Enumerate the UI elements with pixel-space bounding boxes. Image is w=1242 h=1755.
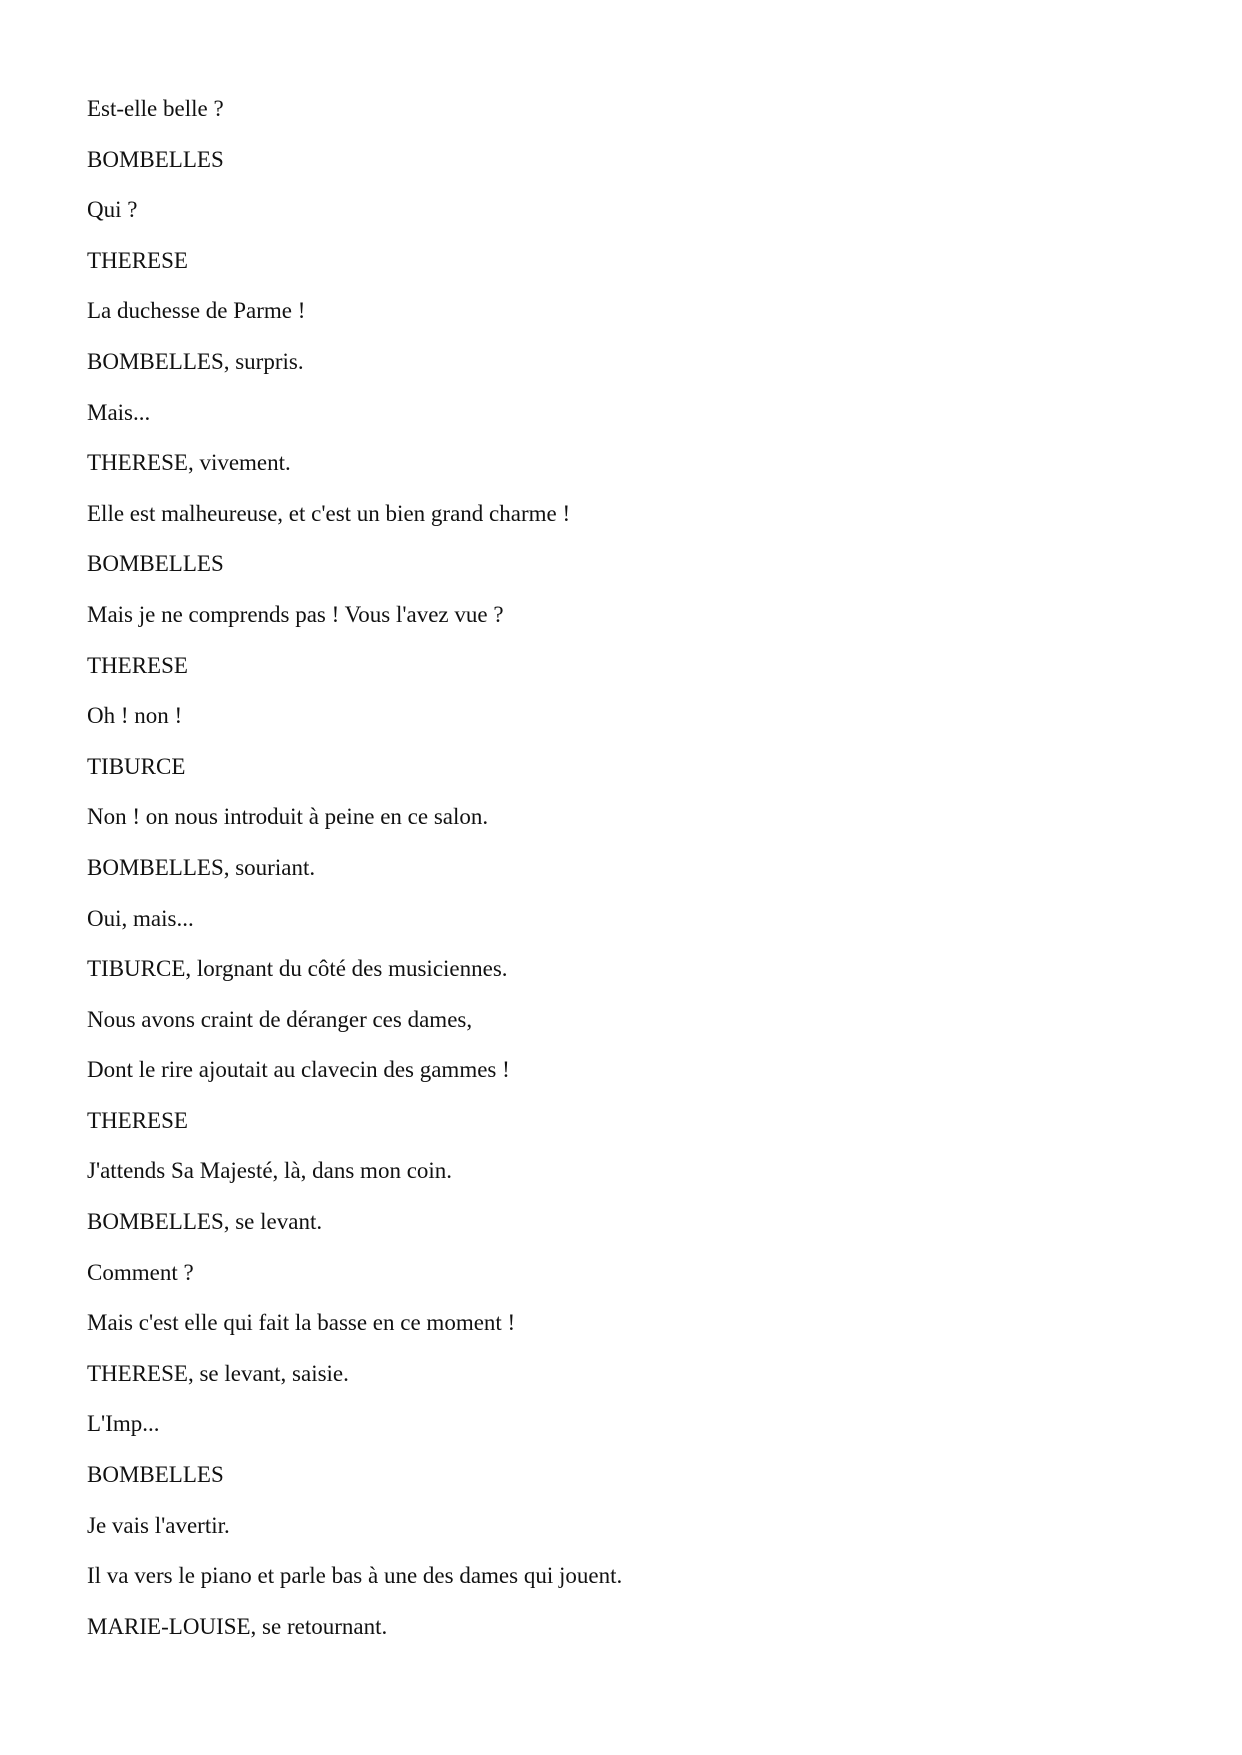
stage-direction-line: Il va vers le piano et parle bas à une des dames qui jouent. <box>87 1563 623 1589</box>
dialogue-line: Mais je ne comprends pas ! Vous l'avez vue ? <box>87 601 504 627</box>
speaker-line: MARIE-LOUISE, se retournant. <box>87 1613 388 1639</box>
dialogue-line: La duchesse de Parme ! <box>87 298 306 324</box>
dialogue-line: Oh ! non ! <box>87 703 183 729</box>
dialogue-line: Mais... <box>87 399 151 425</box>
speaker-line: THERESE <box>87 652 188 678</box>
speaker-line: BOMBELLES, surpris. <box>87 348 304 374</box>
speaker-line: BOMBELLES <box>87 146 224 172</box>
dialogue-line: Qui ? <box>87 197 138 223</box>
dialogue-line: L'Imp... <box>87 1411 160 1437</box>
dialogue-line: J'attends Sa Majesté, là, dans mon coin. <box>87 1158 453 1184</box>
dialogue-line: Mais c'est elle qui fait la basse en ce moment ! <box>87 1310 516 1336</box>
speaker-line: THERESE <box>87 1107 188 1133</box>
speaker-line: BOMBELLES <box>87 551 224 577</box>
speaker-line: TIBURCE, lorgnant du côté des musiciennes. <box>87 956 508 982</box>
speaker-line: BOMBELLES, souriant. <box>87 854 316 880</box>
dialogue-line: Elle est malheureuse, et c'est un bien grand charme ! <box>87 500 571 526</box>
dialogue-line: Dont le rire ajoutait au clavecin des gammes ! <box>87 1057 510 1083</box>
dialogue-line: Oui, mais... <box>87 905 194 931</box>
dialogue-line: Je vais l'avertir. <box>87 1512 230 1538</box>
dialogue-line: Comment ? <box>87 1259 194 1285</box>
speaker-line: THERESE <box>87 247 188 273</box>
speaker-line: THERESE, vivement. <box>87 450 291 476</box>
speaker-line: THERESE, se levant, saisie. <box>87 1360 349 1386</box>
speaker-line: BOMBELLES, se levant. <box>87 1209 323 1235</box>
speaker-line: BOMBELLES <box>87 1462 224 1488</box>
dialogue-line: Non ! on nous introduit à peine en ce salon. <box>87 804 489 830</box>
script-text <box>87 94 1187 1662</box>
speaker-line: TIBURCE <box>87 753 186 779</box>
dialogue-line: Nous avons craint de déranger ces dames, <box>87 1006 473 1032</box>
dialogue-line: Est-elle belle ? <box>87 96 224 121</box>
